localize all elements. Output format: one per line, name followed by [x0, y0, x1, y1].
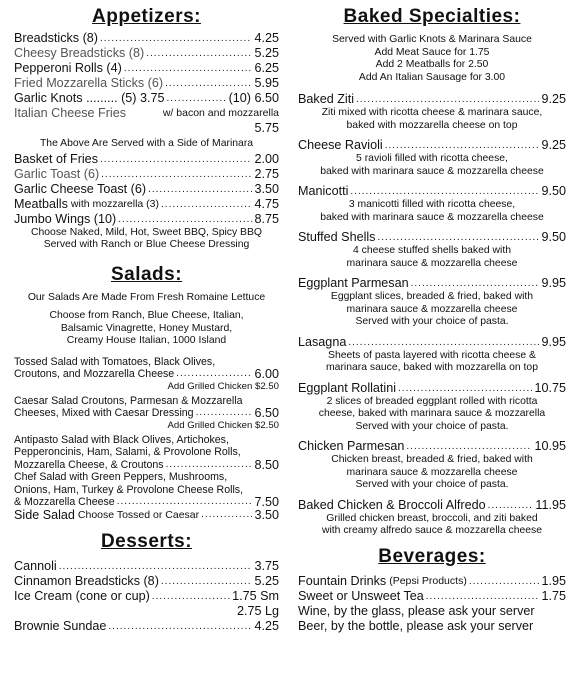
side-salad — [14, 509, 279, 522]
appetizer-item-price: 3.50 — [254, 181, 279, 196]
appetizer-item-price: 5.95 — [254, 76, 279, 90]
appetizer-item — [14, 61, 279, 76]
appetizer-item-price: 6.25 — [254, 61, 279, 75]
baked-item-desc: cheese, baked with marinara sauce & mozzarella — [318, 408, 546, 419]
antipasto-line-1: Antipasto Salad with Black Olives, Artichokes, — [14, 433, 229, 446]
baked-item-title-name: Eggplant Rollatini — [298, 380, 397, 395]
appetizer-item-name: Jumbo Wings (10) — [14, 211, 117, 226]
baked-item — [298, 184, 566, 224]
appetizer-item-price: 4.25 — [254, 31, 279, 45]
antipasto-salad — [14, 434, 279, 472]
dessert-item — [14, 589, 279, 604]
wings-note-2: Served with Ranch or Blue Cheese Dressing — [43, 239, 250, 250]
appetizer-item — [14, 212, 279, 227]
baked-item-title-name: Stuffed Shells — [298, 230, 376, 244]
chicken-addon-2: Add Grilled Chicken $2.50 — [167, 419, 279, 431]
tossed-price: 6.00 — [254, 367, 279, 381]
baked-item-title-name: Manicotti — [298, 184, 349, 198]
baked-item-title-name: Eggplant Parmesan — [298, 276, 409, 290]
fountain-name: Fountain Drinks — [298, 573, 387, 588]
baked-item-desc: 2 slices of breaded eggplant rolled with ricotta — [326, 395, 538, 407]
side-salad-desc: Choose Tossed or Caesar — [77, 508, 200, 521]
side-salad-price: 3.50 — [254, 507, 279, 522]
dessert-item-name: Ice Cream (cone or cup) — [14, 589, 150, 603]
appetizer-item-name: Fried Mozzarella Sticks (6) — [14, 76, 164, 90]
dessert-item-name: Brownie Sundae — [14, 619, 107, 633]
baked-item-desc: marinara sauce & mozzarella cheese — [346, 466, 518, 478]
salads-intro: Our Salads Are Made From Fresh Romaine Lettuce — [27, 291, 266, 303]
baked-item-desc: Grilled chicken breast, broccoli, and ziti baked — [326, 512, 538, 524]
baked-item-title-name: Lasagna — [298, 334, 347, 349]
baked-item-title-price: 10.95 — [534, 439, 566, 453]
baked-item-title — [298, 138, 566, 153]
baked-item — [298, 439, 566, 492]
baked-item-desc: Ziti mixed with ricotta cheese & marinara sauce, — [321, 107, 543, 118]
baked-item — [298, 498, 566, 538]
baked-item — [298, 138, 566, 178]
dressings-line-2: Balsamic Vinagrette, Honey Mustard, — [60, 322, 233, 334]
appetizers-list — [14, 31, 279, 136]
dessert-item-price: 2.75 Lg — [236, 604, 279, 618]
appetizer-item-price: 2.00 — [254, 151, 279, 166]
baked-item-desc: Served with your choice of pasta. — [355, 479, 509, 490]
appetizer-item — [14, 91, 279, 106]
beverages-heading: Beverages: — [378, 545, 486, 567]
salads-heading: Salads: — [110, 263, 183, 285]
appetizer-item — [14, 182, 279, 197]
dessert-item-name: Cinnamon Breadsticks (8) — [14, 574, 159, 588]
appetizer-item — [14, 31, 279, 46]
marinara-note: The Above Are Served with a Side of Marinara — [39, 138, 254, 149]
baked-item-title — [298, 184, 566, 199]
caesar-line-1: Caesar Salad Croutons, Parmesan & Mozzarella — [14, 394, 243, 407]
caesar-salad — [14, 395, 279, 432]
baked-item — [298, 381, 566, 434]
baked-item — [298, 92, 566, 132]
tea-price: 1.75 — [541, 588, 566, 603]
appetizer-item-name: Cheesy Breadsticks (8) — [14, 46, 145, 60]
appetizer-item — [14, 46, 279, 61]
appetizers-list-2 — [14, 152, 279, 227]
baked-item — [298, 335, 566, 375]
appetizer-item-name: Garlic Cheese Toast (6) — [14, 181, 147, 196]
antipasto-line-2: Pepperoncinis, Ham, Salami, & Provolone Rolls, — [14, 446, 241, 458]
antipasto-line-3: Mozzarella Cheese, & Croutons — [14, 458, 164, 471]
baked-item-desc: 3 manicotti filled with ricotta cheese, — [348, 199, 516, 210]
baked-heading: Baked Specialties: — [343, 6, 521, 27]
wings-note-1: Choose Naked, Mild, Hot, Sweet BBQ, Spicy BBQ — [31, 226, 262, 238]
appetizer-item-name: Breadsticks (8) — [14, 31, 98, 45]
appetizers-heading: Appetizers: — [92, 6, 201, 27]
appetizer-item-name: Garlic Knots ......... (5) 3.75 — [14, 91, 165, 105]
appetizer-item — [14, 106, 279, 121]
tossed-line-1: Tossed Salad with Tomatoes, Black Olives, — [14, 355, 216, 368]
antipasto-price: 8.50 — [254, 457, 279, 472]
dessert-item-price: 3.75 — [254, 559, 279, 573]
baked-item-desc: marinara sauce & mozzarella cheese — [346, 257, 518, 269]
baked-item-title-price: 10.75 — [534, 380, 566, 395]
appetizer-item-name: Meatballs — [14, 196, 68, 211]
appetizer-item-name: Garlic Toast (6) — [14, 166, 100, 181]
chef-salad — [14, 471, 279, 509]
baked-item-title-name: Chicken Parmesan — [298, 439, 405, 453]
chef-line-2: Onions, Ham, Turkey & Provolone Cheese Rolls, — [14, 483, 244, 496]
baked-item-title-name: Cheese Ravioli — [298, 138, 383, 152]
dessert-item — [14, 604, 279, 619]
beer-line: Beer, by the bottle, please ask your server — [298, 618, 534, 633]
appetizer-item — [14, 121, 279, 136]
baked-item — [298, 276, 566, 329]
appetizer-item — [14, 152, 279, 167]
baked-item-title-price: 11.95 — [535, 497, 566, 512]
baked-item-title — [298, 276, 566, 291]
baked-item-desc: baked with marinara sauce & mozzarella cheese — [320, 165, 544, 177]
chef-line-3: & Mozzarella Cheese — [14, 496, 115, 508]
dessert-item-price: 5.25 — [254, 574, 279, 588]
appetizer-item-name: Pepperoni Rolls (4) — [14, 61, 122, 75]
tossed-line-2: Croutons, and Mozzarella Cheese — [14, 368, 175, 380]
dessert-item-price: 1.75 Sm — [232, 589, 279, 603]
baked-intro-2: Add Meat Sauce for 1.75 — [374, 46, 490, 58]
baked-item-title — [298, 92, 566, 107]
chef-price: 7.50 — [254, 495, 279, 509]
dessert-item — [14, 559, 279, 574]
baked-item-title-name: Baked Chicken & Broccoli Alfredo — [298, 497, 486, 512]
baked-intro-1: Served with Garlic Knots & Marinara Sauce — [332, 34, 532, 45]
baked-item-title — [298, 381, 566, 396]
appetizer-item — [14, 167, 279, 182]
baked-item-desc: 5 ravioli filled with ricotta cheese, — [356, 153, 508, 164]
baked-item-title-price: 9.95 — [541, 276, 566, 290]
baked-list — [298, 92, 566, 538]
desserts-list — [14, 559, 279, 634]
appetizer-item-name: Italian Cheese Fries — [14, 106, 126, 120]
baked-item-desc: with creamy alfredo sauce & mozzarella cheese — [321, 525, 543, 536]
wine-line: Wine, by the glass, please ask your server — [298, 603, 535, 618]
baked-item-desc: Sheets of pasta layered with ricotta cheese & — [328, 349, 536, 361]
baked-item-desc: marinara sauce & mozzarella cheese — [346, 303, 518, 315]
chef-line-1: Chef Salad with Green Peppers, Mushrooms, — [14, 471, 228, 483]
baked-item-desc: Served with your choice of pasta. — [355, 316, 509, 327]
baked-intro-4: Add An Italian Sausage for 3.00 — [358, 71, 506, 83]
tea-name: Sweet or Unsweet Tea — [298, 588, 424, 603]
chicken-addon-1: Add Grilled Chicken $2.50 — [167, 380, 279, 392]
right-column — [298, 0, 566, 634]
left-column — [14, 0, 279, 634]
caesar-price: 6.50 — [254, 406, 279, 420]
fountain-desc: (Pepsi Products) — [389, 574, 467, 587]
dessert-item — [14, 574, 279, 589]
baked-item-title-price: 9.50 — [541, 230, 566, 244]
caesar-line-2: Cheeses, Mixed with Caesar Dressing — [14, 407, 194, 419]
appetizer-item-price: 2.75 — [254, 166, 279, 181]
appetizer-item-name: Basket of Fries — [14, 151, 98, 166]
appetizer-item-price: 8.75 — [254, 211, 279, 226]
dessert-item — [14, 619, 279, 634]
baked-item-title — [298, 335, 566, 350]
baked-item-title — [298, 498, 566, 513]
baked-item-title-price: 9.95 — [541, 334, 566, 349]
baked-item-title — [298, 439, 566, 454]
baked-item-desc: Chicken breast, breaded & fried, baked with — [331, 454, 533, 465]
appetizer-item — [14, 76, 279, 91]
appetizer-item-price: 4.75 — [254, 196, 279, 211]
appetizer-item-price: 5.25 — [254, 46, 279, 60]
fountain-price: 1.95 — [541, 573, 566, 588]
appetizer-item-price: 5.75 — [254, 121, 279, 135]
baked-item-desc: Eggplant slices, breaded & fried, baked with — [330, 291, 534, 302]
dressings-line-1: Choose from Ranch, Blue Cheese, Italian, — [49, 310, 244, 321]
appetizer-item — [14, 197, 279, 212]
appetizer-item-desc: with mozzarella (3) — [70, 197, 160, 210]
dessert-item-name: Cannoli — [14, 559, 57, 573]
baked-item-desc: baked with mozzarella cheese on top — [346, 119, 518, 131]
baked-item-title-price: 9.50 — [541, 184, 566, 198]
baked-item-title-name: Baked Ziti — [298, 92, 354, 106]
side-salad-name: Side Salad — [14, 507, 75, 522]
dressings-line-3: Creamy House Italian, 1000 Island — [66, 335, 227, 346]
desserts-heading: Desserts: — [100, 531, 193, 552]
appetizer-item-desc: w/ bacon and mozzarella — [162, 107, 279, 119]
beverages-list — [298, 574, 566, 634]
baked-item-desc: baked with marinara sauce & mozzarella cheese — [320, 211, 544, 223]
baked-item-title-price: 9.25 — [541, 138, 566, 152]
baked-item-desc: marinara sauce, baked with mozzarella on top — [326, 362, 538, 373]
baked-item — [298, 230, 566, 270]
baked-item-desc: Served with your choice of pasta. — [355, 420, 509, 432]
baked-item-title — [298, 230, 566, 245]
baked-item-desc: 4 cheese stuffed shells baked with — [352, 245, 512, 256]
baked-intro-3: Add 2 Meatballs for 2.50 — [375, 59, 489, 70]
tossed-salad — [14, 356, 279, 393]
baked-item-title-price: 9.25 — [541, 92, 566, 106]
dessert-item-price: 4.25 — [254, 619, 279, 633]
appetizer-item-price: (10) 6.50 — [228, 91, 279, 105]
